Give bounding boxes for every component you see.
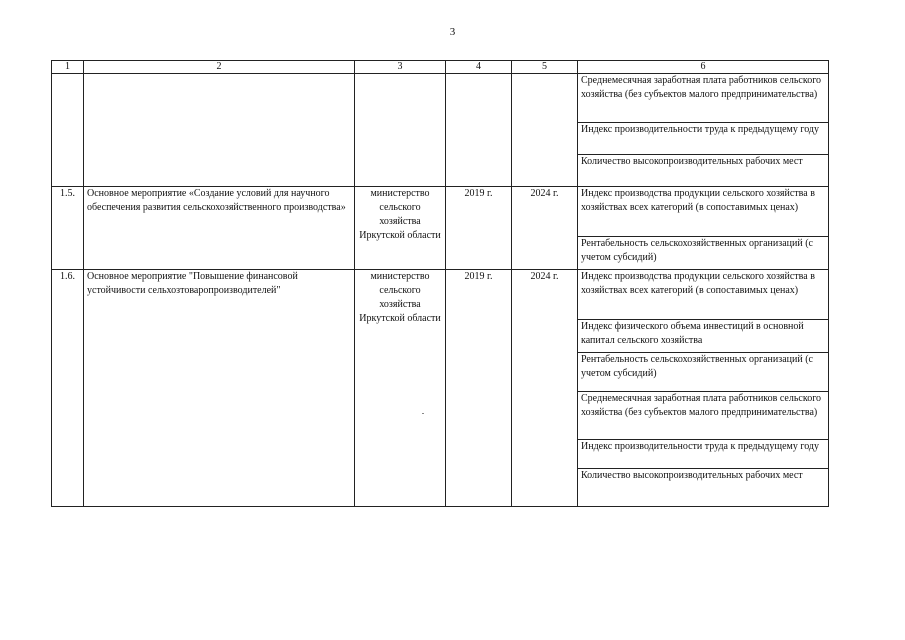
start-year-cell: 2019 г. <box>446 270 512 507</box>
start-year-cell: 2019 г. <box>446 187 512 270</box>
executor-cell: министерство сельского хозяйства Иркутской области <box>355 270 446 507</box>
column-number-1: 1 <box>52 61 84 74</box>
measure-name-cell: Основное мероприятие «Создание условий для научного обеспечения развития сельскохозяйственного производства» <box>84 187 355 270</box>
indicator-cell: Среднемесячная заработная плата работников сельского хозяйства (без субъектов малого предпринимательства) <box>578 392 829 440</box>
measure-name-cell: Основное мероприятие "Повышение финансовой устойчивости сельхозтоваропроизводителей" <box>84 270 355 507</box>
column-number-2: 2 <box>84 61 355 74</box>
indicator-cell: Количество высокопроизводительных рабочих мест <box>578 155 829 187</box>
indicator-cell: Индекс производства продукции сельского хозяйства в хозяйствах всех категорий (в сопоставимых ценах) <box>578 187 829 237</box>
table-row <box>52 187 829 237</box>
indicator-cell: Индекс физического объема инвестиций в основной капитал сельского хозяйства <box>578 320 829 353</box>
row-number-cell <box>52 74 84 187</box>
row-number-cell: 1.5. <box>52 187 84 270</box>
end-year-cell: 2024 г. <box>512 270 578 507</box>
indicator-cell: Индекс производства продукции сельского хозяйства в хозяйствах всех категорий (в сопоставимых ценах) <box>578 270 829 320</box>
table-row <box>52 270 829 320</box>
end-year-cell <box>512 74 578 187</box>
column-number-3: 3 <box>355 61 446 74</box>
indicator-cell: Среднемесячная заработная плата работников сельского хозяйства (без субъектов малого предпринимательства) <box>578 74 829 123</box>
indicator-cell: Рентабельность сельскохозяйственных организаций (с учетом субсидий) <box>578 237 829 270</box>
end-year-cell: 2024 г. <box>512 187 578 270</box>
executor-cell: министерство сельского хозяйства Иркутской области <box>355 187 446 270</box>
indicator-cell: Рентабельность сельскохозяйственных организаций (с учетом субсидий) <box>578 353 829 392</box>
indicator-cell: Индекс производительности труда к предыдущему году <box>578 123 829 155</box>
row-number-cell: 1.6. <box>52 270 84 507</box>
scan-artifact <box>422 413 424 414</box>
table-row <box>52 74 829 123</box>
column-number-6: 6 <box>578 61 829 74</box>
indicator-cell: Индекс производительности труда к предыдущему году <box>578 440 829 469</box>
executor-cell <box>355 74 446 187</box>
column-number-5: 5 <box>512 61 578 74</box>
measures-table <box>51 60 829 507</box>
column-number-4: 4 <box>446 61 512 74</box>
start-year-cell <box>446 74 512 187</box>
page-number: 3 <box>449 26 456 38</box>
column-number-row <box>52 61 829 74</box>
measure-name-cell <box>84 74 355 187</box>
indicator-cell: Количество высокопроизводительных рабочих мест <box>578 469 829 507</box>
